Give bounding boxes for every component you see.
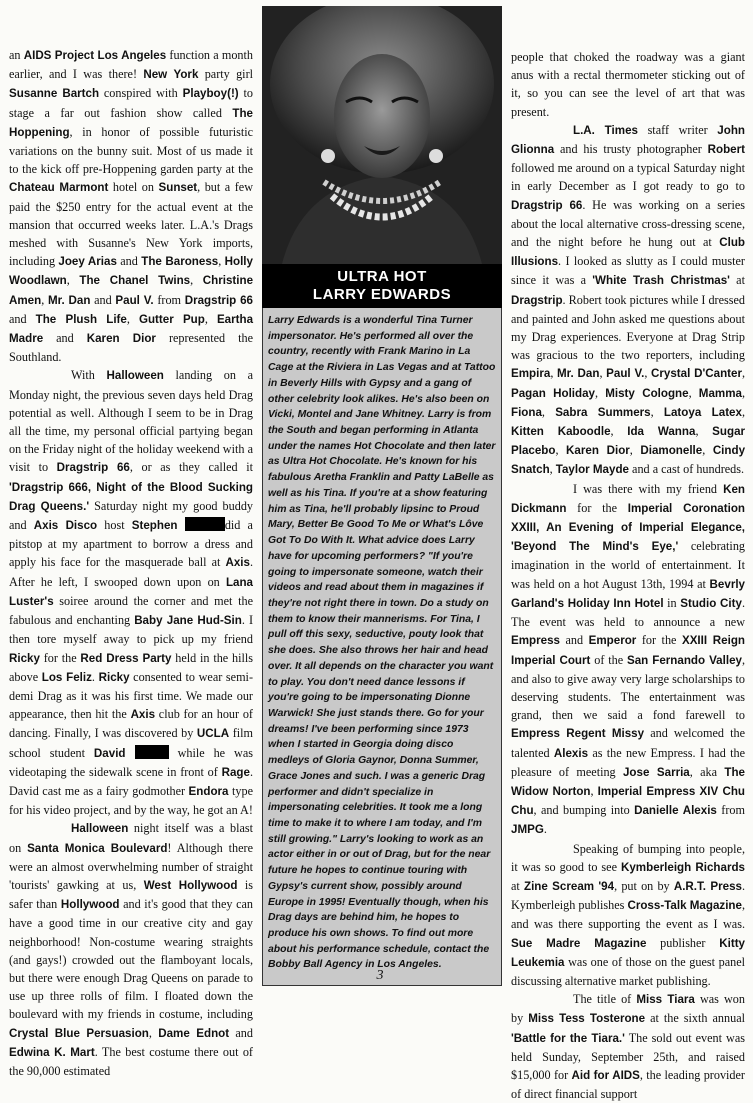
bold-name: Mamma [698,386,742,400]
bold-name: JMPG [511,823,544,837]
bold-name: Empress Regent Missy [511,727,645,741]
bold-name: Baby Jane Hud-Sin [134,614,242,628]
bold-name: Studio City [680,596,742,610]
bold-name: Fiona [511,405,542,419]
redaction-bar [185,517,225,531]
article-paragraph: Halloween night itself was a blast on Santa Monica Boulevard! Although there were an almost overwhelming number of straight 'tourists' gawking at us, West Hollywood is safer than Hollywood and it's good that they can have a good time in our creative city and gay neighborhood! Non-costume wearing straights (and gays!) crowded out the flamboyant locals, but there were enough Drag Queens on parade to use up three rolls of film. I floated down the boulevard with my friends in costume, including Crystal Blue Persuasion, Dame Ednot and Edwina K. Mart. The best costume there out of the 90,000 estimated [9,821,253,1078]
bold-name: The Baroness [141,255,219,269]
page-number: 3 [376,968,384,983]
article-paragraph: The title of Miss Tiara was won by Miss Tess Tosterone at the sixth annual 'Battle for the Tiara.' The sold out event was held Sunday, September 25th, and raised $15,000 for Aid for AIDS, the leading provider of direct financial support [511,992,746,1102]
bold-name: Jose Sarria [622,765,690,779]
bold-name: Los Feliz [41,670,92,684]
bold-name: The Plush Life [35,312,127,326]
bold-name: Axis [130,708,156,722]
bold-name: Susanne Bartch [9,87,100,101]
bold-name: John Glionna [511,123,745,157]
article-paragraph: Speaking of bumping into people, it was so good to see Kymberleigh Richards at Zine Scream '94, put on by A.R.T. Press. Kymberleigh publishes Cross-Talk Magazine, and was there supporting the event as I was. Sue Madre Magazine publisher Kitty Leukemia was one of those on the guest panel discussing alternative market publishing. [511,841,746,988]
article-paragraph: With Halloween landing on a Monday night, the previous seven days held Drag potential as well. Although I seem to be in Drag all the time, my personal official partying began on the Friday night of the holiday weekend with a visit to Dragstrip 66, or as they called it 'Dragstrip 666, Night of the Blood Sucking Drag Queens.' Saturday night my good buddy and Axis Disco host Stephen did a pitstop at my apartment to borrow a dress and apply his face for the masquerade ball at Axis. After he left, I swooped down upon on Lana Luster's soiree around the corner and met the fabulous and enchanting Baby Jane Hud-Sin. I then tore myself away to pick up my friend Ricky for the Red Dress Party held in the hills above Los Feliz. Ricky consented to wear semi-demi Drag as it was his first time. We made our appearance, then hit the Axis club for an hour of dancing. Finally, I was discovered by UCLA film school student David while he was videotaping the sidewalk scene in front of Rage. David cast me as a fairy godmother Endora type for his video project, and by the way, he got an A! [9,368,254,818]
bold-name: Holly Woodlawn [9,255,253,288]
bold-name: Kymberleigh Richards [620,860,745,874]
bold-name: Ricky [9,651,40,665]
bold-name: AIDS Project Los Angeles [23,49,167,62]
bold-name: Bevrly Garland's Holiday Inn Hotel [511,577,745,610]
bold-name: Crystal Blue Persuasion [9,1026,149,1040]
bold-name: Lana Luster's [9,575,253,608]
bold-name: Kitty Leukemia [511,936,745,969]
bold-name: Cross-Talk Magazine [627,899,742,913]
bold-name: Crystal D'Canter [651,367,742,381]
bold-name: Cindy Snatch [511,444,746,477]
bold-name: Sugar Placebo [511,425,746,458]
bold-name: Paul V. [115,293,154,307]
redaction-bar [135,745,169,759]
bold-name: Aid for AIDS [571,1068,640,1082]
bold-name: Danielle Alexis [634,804,717,818]
bold-name: Dame Ednot [158,1026,230,1040]
photo-illustration [262,6,502,264]
bold-name: Rage [221,765,250,779]
bold-name: San Fernando Valley [626,653,742,667]
bold-name: The Hoppening [9,106,253,139]
bold-name: 'White Trash Christmas' [592,274,730,288]
left-article-column [9,46,253,1080]
bold-name: Empira [511,367,551,381]
bold-name: Zine Scream '94 [523,879,615,893]
bold-name: The Widow Norton [511,765,745,798]
bold-name: Karen Dior [566,444,630,458]
bold-name: Ricky [98,670,130,684]
bold-name: Dragstrip 66 [511,198,583,212]
bold-name: Endora [188,784,229,798]
bold-name: Chateau Marmont [9,181,109,195]
bold-name: Mr. Dan [557,367,600,381]
bold-name: XXIII Reign Imperial Court [511,634,745,667]
bold-name: Emperor [588,634,637,648]
bold-name: Ida Wanna [627,425,696,439]
caption-line-1: ULTRA HOT [337,268,427,285]
bold-name: Alexis [553,746,589,760]
article-paragraph: people that choked the roadway was a giant anus with a rectal thermometer sticking out of it, so you can see the level of art that was present. [511,50,745,119]
bold-name: Sunset [158,181,198,195]
bold-name: Pagan Holiday [511,386,596,400]
bold-name: West Hollywood [143,878,238,892]
bold-name: 'Battle for the Tiara.' [511,1031,625,1045]
bold-name: New York [143,68,199,82]
article-paragraph: L.A. Times staff writer John Glionna and his trusty photographer Robert followed me around on a typical Saturday night in early December as I got ready to go to Dragstrip 66. He was working on a series about the local alternative cross-dressing scene, and the night before he hung out at Club Illusions. I looked as slutty as I could muster since it was a 'White Trash Christmas' at Dragstrip. Robert took pictures while I dressed and painted and John asked me questions about my Drag experiences. Everyone at Drag Strip was gracious to the two reporters, including Empira, Mr. Dan, Paul V., Crystal D'Canter, Pagan Holiday, Misty Cologne, Mamma, Fiona, Sabra Summers, Latoya Latex, Kitten Kaboodle, Ida Wanna, Sugar Placebo, Karen Dior, Diamonelle, Cindy Snatch, Taylor Mayde and a cast of hundreds. [511,122,746,477]
bold-name: Ken Dickmann [511,482,745,515]
bold-name: Latoya Latex [663,405,742,419]
bold-name: Dragstrip [511,293,563,307]
bold-name: L.A. Times [573,123,638,137]
bold-name: Karen Dior [86,332,156,346]
bold-name: Club Illusions [511,236,745,269]
bold-name: Playboy(!) [182,87,239,101]
bold-name: Christine Amen [9,274,254,307]
bold-name: Gutter Pup [138,312,205,326]
bold-name: Eartha Madre [9,312,254,346]
bold-name: A.R.T. Press [673,879,742,893]
bold-name: Sue Madre Magazine [511,936,647,950]
right-article-column [511,48,745,1103]
bold-name: Kitten Kaboodle [511,425,611,439]
bold-name: Imperial Empress XIV Chu Chu [511,784,746,818]
bold-name: Mr. Dan [47,293,91,307]
bold-name: Misty Cologne [605,386,689,400]
bold-name: Axis Disco [33,519,98,533]
bold-name: Robert [707,143,745,157]
bold-name: Red Dress Party [80,651,172,665]
bold-name: Paul V. [606,367,645,381]
bold-name: Axis [225,556,250,570]
bold-name: Miss Tess Tosterone [528,1012,646,1026]
bold-name: Dragstrip 66 [56,461,130,475]
article-paragraph: I was there with my friend Ken Dickmann for the Imperial Coronation XXIII, An Evening of Imperial Elegance, 'Beyond The Mind's Eye,' celebrating imagination in the world of entertainment. It was held on a hot August 13th, 1994 at Bevrly Garland's Holiday Inn Hotel in Studio City. The event was held to announce a new Empress and Emperor for the XXIII Reign Imperial Court of the San Fernando Valley, and also to give away very large scholarships to deserving students. The entertainment was grand, then we said a fond farewell to Empress Regent Missy and welcomed the talented Alexis as the new Empress. I had the pleasure of meeting Jose Sarria, aka The Widow Norton, Imperial Empress XIV Chu Chu, and bumping into Danielle Alexis from JMPG. [511,481,746,837]
bold-name: Stephen [131,519,185,533]
bold-name: Sabra Summers [555,405,651,419]
bold-name: Diamonelle [640,444,703,458]
bold-name: Joey Arias [58,255,117,269]
bold-name: David [93,746,135,760]
bold-name: Miss Tiara [636,993,695,1007]
bold-name: Halloween [71,822,129,836]
bold-name: Halloween [106,369,164,383]
bold-name: Dragstrip 66 [184,293,253,307]
photo-caption [262,264,502,308]
performer-profile-text: Larry Edwards is a wonderful Tina Turner impersonator. He's performed all over the country, recently with Frank Marino in La Cage at the Riviera in Las Vegas and at Tattoo in Beverly Hills with Gypsy and a gang of other celebrity look alikes. He's also been on Vicki, Montel and Jane Whitney. Larry is from the South and began performing in Atlanta under the names Hot Chocolate and then later as Ultra Hot Chocolate. He's known for his fabulous Aretha Franklin and Patty LaBelle as well as his Tina. If you're at a show featuring him as Tina, he'll probably lipsinc to Proud Mary, Better Be Good To Me or What's Lôve Got To Do With It. What advice does Larry have for upcoming performers? "If you're going to impersonate someone, watch their videos and read about them in magazines if they're not right there in town. Do a study on them to know their mannerisms. For Tina, I pull off this sexy, seductive, pouty look that she does. She also throws her hair and head over. It all depends on the character you want to play. You don't need dance lessons if you're going to be impersonating Dionne Warwick! She just stands there. Go for your dreams! I've been performing since 1973 when I started in Georgia doing disco medleys of Gloria Gaynor, Donna Summer, Grace Jones and such. I was a generic Drag performer and didn't specialize in impersonating celebrities. It took me a long time to make it to where I am today, and I'm still growing." Larry's looking to work as an actor either in or out of Drag, but for the near future he hopes to continue touring with Gypsy's current show, possibly around Europe in 1995! Eventually though, when his Drag days are behind him, he hopes to produce his own shows. To find out more about his performance schedule, contact the Bobby Ball Agency in Los Angeles. [268,315,496,971]
bold-name: Hollywood [60,898,120,912]
bold-name: Edwina K. Mart [9,1045,95,1059]
caption-line-2: LARRY EDWARDS [312,286,452,303]
bold-name: Empress [511,634,560,648]
article-paragraph: an AIDS Project Los Angeles function a month earlier, and I was there! New York party girl Susanne Bartch conspired with Playboy(!) to stage a far out fashion show called The Hoppening, in honor of possible futuristic variations on the bunny suit. Most of us made it to the kick off pre-Hoppening garden party at the Chateau Marmont hotel on Sunset, but a few paid the $250 entry for the actual event at the mansion that occurred weeks later. L.A.'s Drags meshed with Susanne's New York imports, including Joey Arias and The Baroness, Holly Woodlawn, The Chanel Twins, Christine Amen, Mr. Dan and Paul V. from Dragstrip 66 and The Plush Life, Gutter Pup, Eartha Madre and Karen Dior represented the Southland. [9,48,254,365]
performer-photo [262,6,502,264]
bold-name: Taylor Mayde [555,463,629,477]
bold-name: Imperial Coronation XXIII, An Evening of Imperial Elegance, 'Beyond The Mind's Eye,' [511,501,745,554]
bold-name: Santa Monica Boulevard [27,841,168,855]
bold-name: UCLA [196,727,230,741]
bold-name: 'Dragstrip 666, Night of the Blood Sucking Drag Queens.' [9,480,253,513]
bold-name: The Chanel Twins [79,274,191,288]
